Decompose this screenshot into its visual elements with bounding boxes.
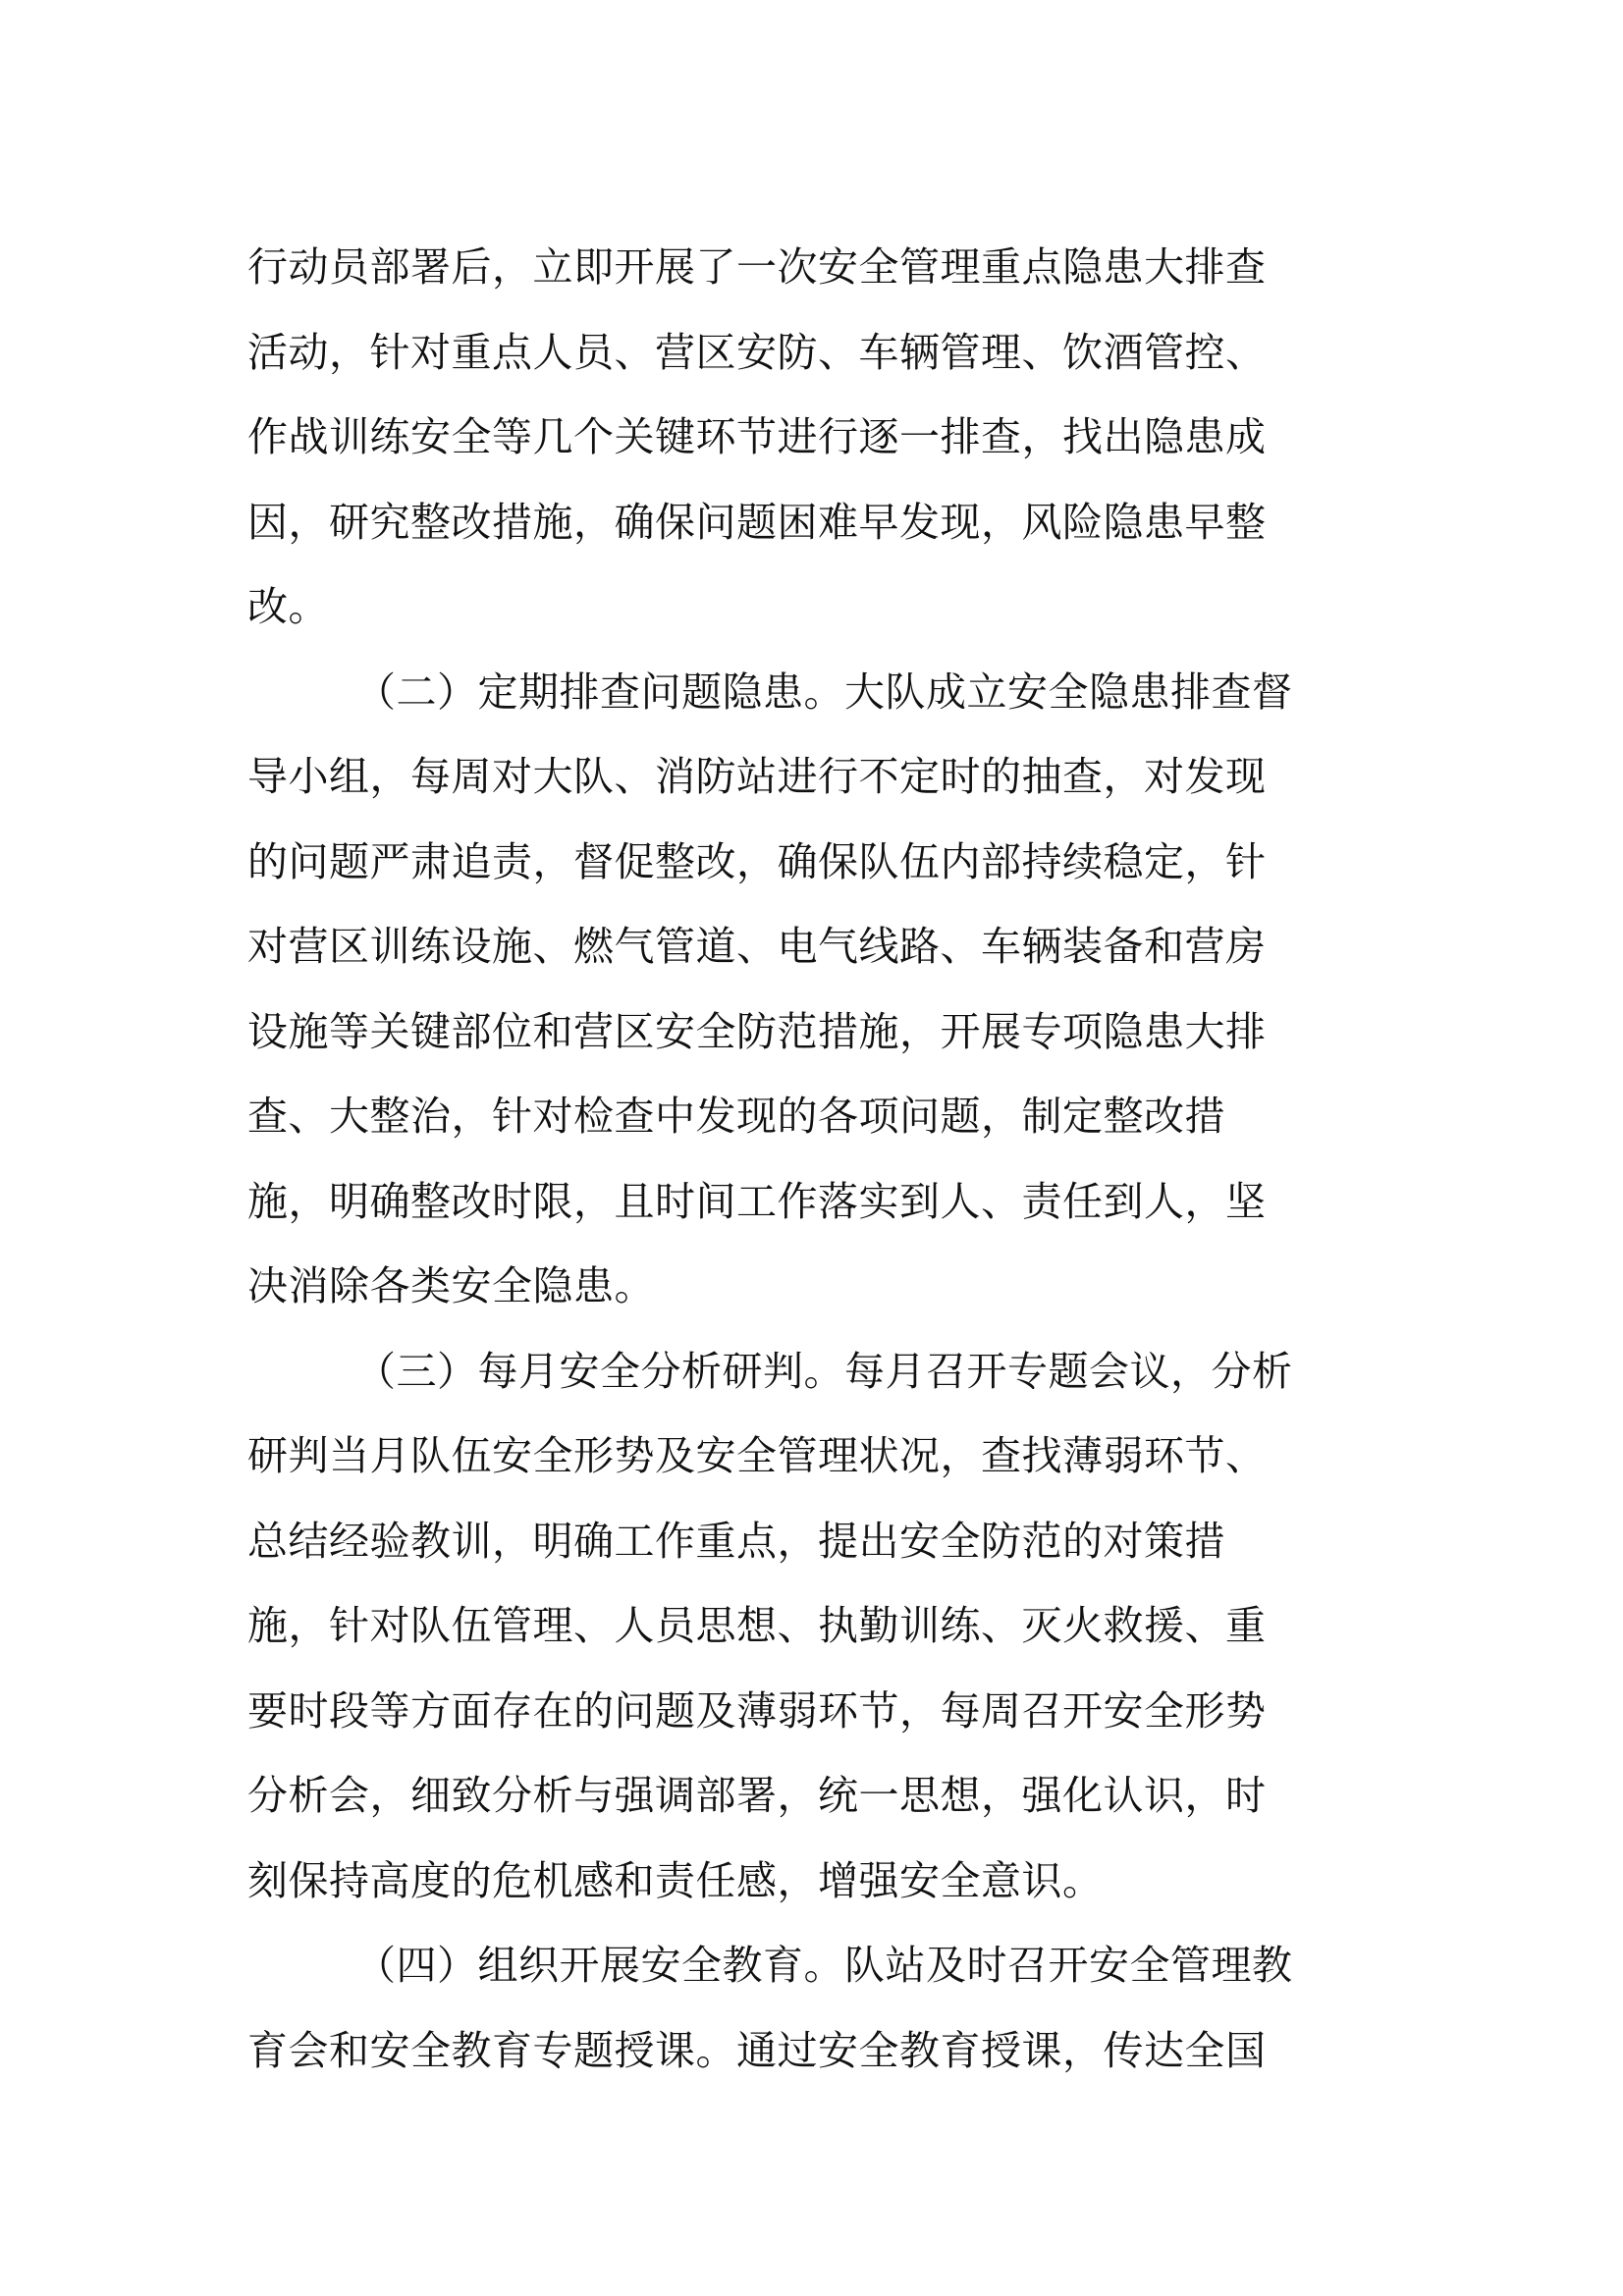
text-line: 导小组，每周对大队、消防站进行不定时的抽查，对发现 — [247, 753, 1267, 800]
document-body — [247, 225, 1347, 2093]
text-line: 育会和安全教育专题授课。通过安全教育授课，传达全国 — [247, 2026, 1267, 2074]
text-line: 的问题严肃追责，督促整改，确保队伍内部持续稳定，针 — [247, 837, 1267, 885]
text-line: 施，针对队伍管理、人员思想、执勤训练、灭火救援、重 — [247, 1602, 1267, 1649]
text-line: 行动员部署后，立即开展了一次安全管理重点隐患大排查 — [247, 243, 1267, 291]
text-line: （四）组织开展安全教育。队站及时召开安全管理教 — [355, 1942, 1293, 1989]
text-line: 设施等关键部位和营区安全防范措施，开展专项隐患大排 — [247, 1007, 1267, 1055]
paragraph-section-4 — [247, 1923, 1347, 2093]
text-line: （三）每月安全分析研判。每月召开专题会议，分析 — [355, 1347, 1293, 1395]
text-line: 要时段等方面存在的问题及薄弱环节，每周召开安全形势 — [247, 1686, 1267, 1735]
text-line: 因，研究整改措施，确保问题困难早发现，风险隐患早整 — [247, 498, 1267, 546]
text-line: 研判当月队伍安全形势及安全管理状况，查找薄弱环节、 — [247, 1432, 1267, 1479]
text-line: 刻保持高度的危机感和责任感，增强安全意识。 — [247, 1856, 1104, 1904]
paragraph-section-3 — [247, 1329, 1347, 1924]
text-line: 查、大整治，针对检查中发现的各项问题，制定整改措 — [247, 1093, 1225, 1140]
text-line: 改。 — [247, 583, 329, 630]
text-line: 分析会，细致分析与强调部署，统一思想，强化认识，时 — [247, 1772, 1267, 1819]
text-line: 决消除各类安全隐患。 — [247, 1262, 655, 1309]
text-line: （二）定期排查问题隐患。大队成立安全隐患排查督 — [355, 667, 1293, 716]
paragraph-continuation — [247, 225, 1347, 650]
text-line: 施，明确整改时限，且时间工作落实到人、责任到人，坚 — [247, 1177, 1267, 1225]
text-line: 总结经验教训，明确工作重点，提出安全防范的对策措 — [247, 1517, 1225, 1565]
text-line: 作战训练安全等几个关键环节进行逐一排查，找出隐患成 — [247, 413, 1267, 460]
text-line: 对营区训练设施、燃气管道、电气线路、车辆装备和营房 — [247, 923, 1267, 970]
paragraph-section-2 — [247, 650, 1347, 1329]
text-line: 活动，针对重点人员、营区安防、车辆管理、饮酒管控、 — [247, 328, 1267, 376]
